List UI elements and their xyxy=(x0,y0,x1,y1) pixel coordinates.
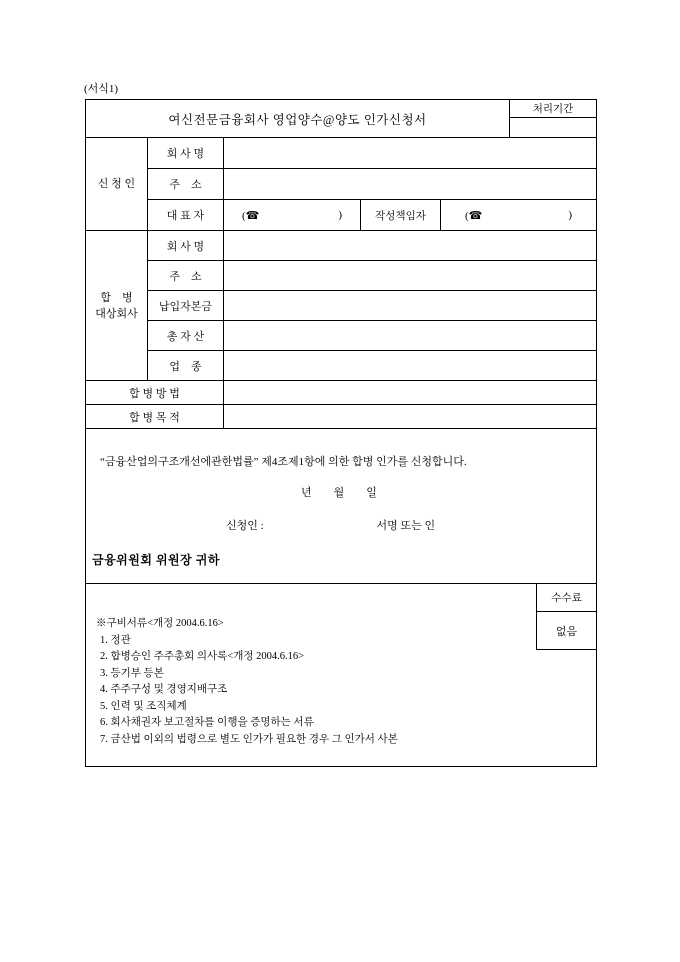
phone-open xyxy=(465,209,482,222)
merger-company-name-label: 회 사 명 xyxy=(147,230,223,260)
applicant-company-name-label: 회 사 명 xyxy=(147,137,223,168)
application-form-table xyxy=(85,99,597,767)
signature-line xyxy=(92,517,586,533)
merger-purpose-label: 합 병 목 적 xyxy=(85,404,223,428)
applicant-company-name-row xyxy=(147,137,596,168)
merger-method-field xyxy=(223,380,596,404)
open-paren: ( xyxy=(242,209,246,222)
merger-address-label: 주 소 xyxy=(147,260,223,290)
merger-section-label-line2: 대상회사 xyxy=(95,307,138,320)
date-line: 년 월 일 xyxy=(301,487,377,499)
business-type-field xyxy=(223,350,596,380)
paid-in-capital-label: 납입자본금 xyxy=(147,290,223,320)
addressee: 금융위원회 위원장 귀하 xyxy=(92,553,220,567)
business-type-label: 업 종 xyxy=(147,350,223,380)
phone-icon: ☎ xyxy=(468,209,483,222)
merger-purpose-row xyxy=(85,404,596,428)
document-item: 1. 정관 xyxy=(100,634,131,646)
merger-method-label: 합 병 방 법 xyxy=(85,380,223,404)
fee-column xyxy=(536,583,596,766)
merger-section-label xyxy=(85,230,147,380)
fee-column-spacer xyxy=(536,649,596,766)
total-assets-field xyxy=(223,320,596,350)
footer-row xyxy=(85,583,596,766)
fee-value: 없음 xyxy=(536,611,596,649)
fee-label: 수수료 xyxy=(536,583,596,611)
document-item: 5. 인력 및 조직체계 xyxy=(100,700,187,712)
applicant-address-label: 주 소 xyxy=(147,168,223,199)
open-paren: ( xyxy=(465,209,469,222)
total-assets-row xyxy=(147,320,596,350)
paid-in-capital-row xyxy=(147,290,596,320)
form-title: 여신전문금융회사 영업양수@양도 인가신청서 xyxy=(85,99,509,137)
close-paren: ) xyxy=(338,209,342,221)
merger-company-name-row xyxy=(147,230,596,260)
close-paren: ) xyxy=(568,209,572,221)
processing-period-column xyxy=(509,99,596,137)
phone-open xyxy=(242,209,259,222)
merger-section-label-line1: 합 병 xyxy=(100,291,133,304)
representative-row xyxy=(147,199,596,230)
merger-method-row xyxy=(85,380,596,404)
form-number-label: (서식1) xyxy=(84,83,119,95)
signature-note: 서명 또는 인 xyxy=(376,520,436,532)
document-item: 7. 금산법 이외의 법령으로 별도 인가가 필요한 경우 그 인가서 사본 xyxy=(100,733,398,745)
required-documents-title: ※구비서류<개정 2004.6.16> xyxy=(96,618,224,629)
representative-label: 대 표 자 xyxy=(147,199,223,230)
merger-company-name-field xyxy=(223,230,596,260)
document-item: 2. 합병승인 주주총회 의사록<개정 2004.6.16> xyxy=(100,651,305,662)
author-phone-field xyxy=(440,199,596,230)
applicant-address-row xyxy=(147,168,596,199)
applicant-address-field xyxy=(223,168,596,199)
document-item: 3. 등기부 등본 xyxy=(100,667,164,679)
applicant-company-name-field xyxy=(223,137,596,168)
required-documents-section xyxy=(85,583,536,766)
total-assets-label: 총 자 산 xyxy=(147,320,223,350)
business-type-row xyxy=(147,350,596,380)
merger-address-row xyxy=(147,260,596,290)
title-row xyxy=(85,99,596,137)
applicant-signature-label: 신청인 : xyxy=(226,520,264,532)
paid-in-capital-field xyxy=(223,290,596,320)
document-item: 6. 회사채권자 보고절차를 이행을 증명하는 서류 xyxy=(100,717,314,728)
merger-address-field xyxy=(223,260,596,290)
applicant-section-label: 신 청 인 xyxy=(85,137,147,230)
processing-period-value xyxy=(509,117,596,137)
declaration-section xyxy=(85,428,596,583)
applicant-section xyxy=(85,137,596,230)
phone-icon: ☎ xyxy=(245,209,260,222)
declaration-statement: “금융산업의구조개선에관한법률” 제4조제1항에 의한 합병 인가를 신청합니다. xyxy=(100,456,467,468)
author-label: 작성책임자 xyxy=(360,199,440,230)
document-item: 4. 주주구성 및 경영지배구조 xyxy=(100,684,228,695)
representative-phone-field xyxy=(223,199,360,230)
declaration-row xyxy=(85,428,596,583)
processing-period-label: 처리기간 xyxy=(509,99,596,117)
merger-purpose-field xyxy=(223,404,596,428)
merger-company-section xyxy=(85,230,596,380)
